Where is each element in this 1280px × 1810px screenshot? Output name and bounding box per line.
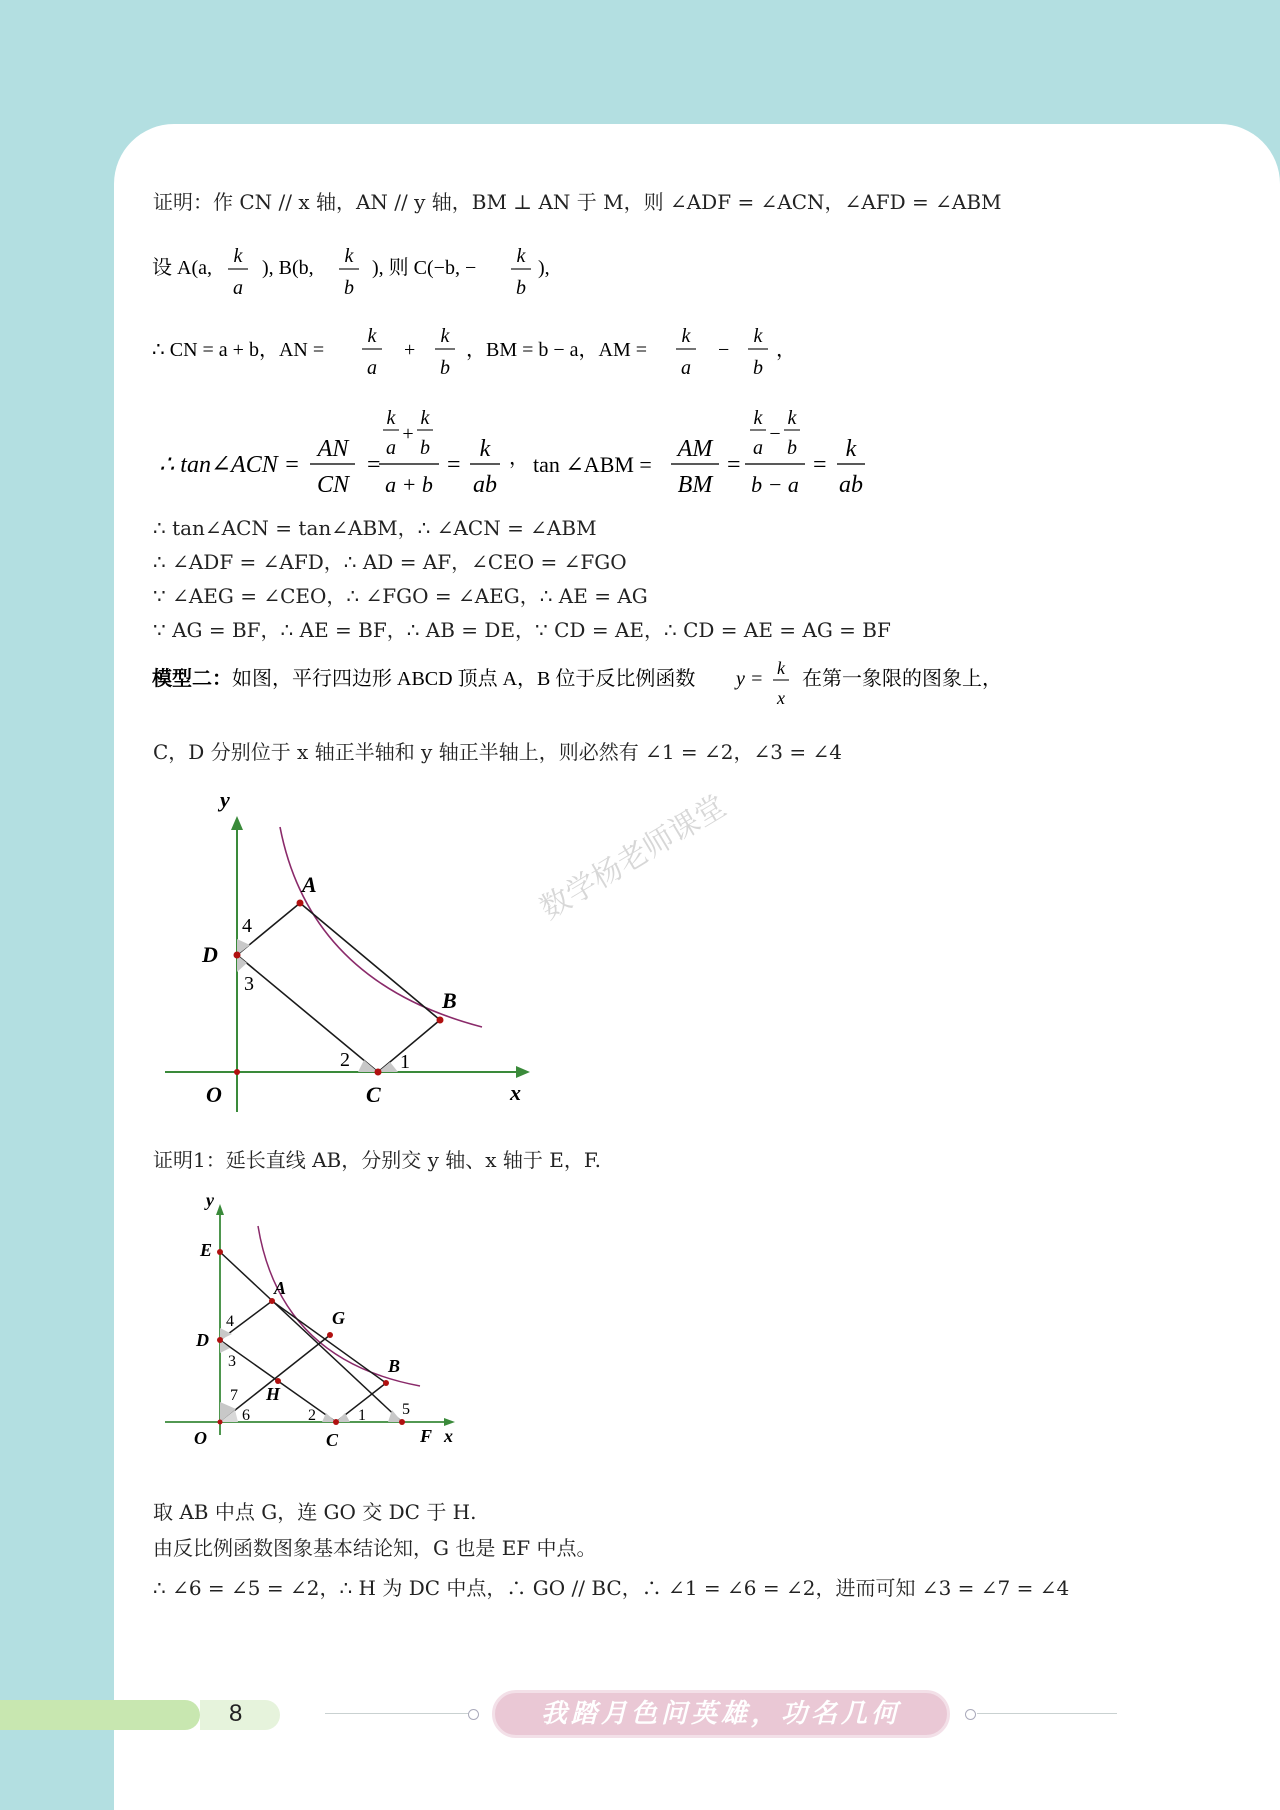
label-1: 1 — [400, 1051, 410, 1073]
label-H: H — [266, 1384, 281, 1404]
plus: + — [402, 423, 414, 445]
proof1-line: 证明1：延长直线 AB，分别交 y 轴、x 轴于 E，F. — [153, 1148, 601, 1172]
footer-dot-left — [468, 1709, 479, 1720]
label-A: A — [274, 1278, 287, 1298]
point-C — [333, 1419, 339, 1425]
equals: = — [447, 452, 461, 478]
y-axis-arrow — [216, 1204, 224, 1215]
point-B — [437, 1017, 444, 1024]
label-2: 2 — [308, 1407, 316, 1424]
label-O: O — [194, 1428, 207, 1448]
label-5: 5 — [402, 1401, 410, 1418]
point-G — [327, 1332, 333, 1338]
minus-sign: − — [718, 339, 730, 361]
label-3: 3 — [228, 1353, 236, 1370]
frac-b: b — [516, 277, 526, 299]
point-C — [375, 1069, 382, 1076]
point-O — [218, 1420, 223, 1425]
proof-line-1: 证明：作 CN // x 轴，AN // y 轴，BM ⊥ AN 于 M，则 ∠ADF = ∠ACN，∠AFD = ∠ABM — [153, 190, 1002, 214]
point-B — [383, 1380, 389, 1386]
comma: ， — [509, 447, 529, 469]
equals: = — [367, 452, 381, 478]
proof-line-13: 由反比例函数图象基本结论知，G 也是 EF 中点。 — [153, 1536, 597, 1560]
point-D — [234, 952, 241, 959]
model-two-label: 模型二： — [152, 668, 232, 690]
page-number: 8 — [229, 1700, 243, 1727]
label-B: B — [442, 988, 457, 1013]
proof-line-6: ∴ ∠ADF = ∠AFD，∴ AD = AF，∠CEO = ∠FGO — [153, 550, 627, 574]
frac-a: a — [386, 437, 396, 459]
label-C: C — [366, 1082, 381, 1107]
point-E — [217, 1249, 223, 1255]
frac-AN: AN — [317, 436, 349, 462]
coord-suffix: ), — [538, 257, 550, 279]
label-4: 4 — [242, 915, 252, 937]
frac-k: k — [681, 325, 691, 347]
label-G: G — [332, 1308, 345, 1328]
tan-abm-label: tan ∠ABM = — [533, 452, 652, 477]
proof-line-10: C，D 分别位于 x 轴正半轴和 y 轴正半轴上，则必然有 ∠1 = ∠2，∠3 = ∠4 — [153, 740, 842, 764]
frac-a: a — [753, 437, 763, 459]
proof-line-7: ∵ ∠AEG = ∠CEO，∴ ∠FGO = ∠AEG，∴ AE = AG — [153, 584, 648, 608]
minus: − — [769, 423, 781, 445]
label-x: x — [444, 1426, 453, 1446]
frac-k: k — [787, 407, 797, 429]
label-O: O — [206, 1082, 222, 1107]
frac-k: k — [479, 436, 491, 462]
frac-b: b — [753, 357, 763, 379]
label-A: A — [302, 872, 317, 897]
frac-a-plus-b: a + b — [385, 472, 433, 497]
label-D: D — [202, 942, 218, 967]
footer-green-bar — [0, 1700, 200, 1730]
label-y: y — [206, 1190, 214, 1210]
frac-a: a — [233, 277, 243, 299]
lengths-end: ， — [776, 339, 796, 361]
coordinates-line — [150, 238, 610, 308]
frac-k: k — [845, 436, 857, 462]
frac-b-minus-a: b − a — [751, 472, 799, 497]
frac-k: k — [420, 407, 430, 429]
point-F — [399, 1419, 405, 1425]
plus-sign: + — [404, 339, 416, 361]
label-4: 4 — [226, 1313, 234, 1330]
y-axis-arrow — [231, 816, 243, 830]
proof-line-14: ∴ ∠6 = ∠5 = ∠2，∴ H 为 DC 中点，∴ GO // BC，∴ ∠1 = ∠6 = ∠2，进而可知 ∠3 = ∠7 = ∠4 — [153, 1576, 1070, 1600]
x-axis-arrow — [444, 1418, 455, 1426]
frac-k: k — [233, 245, 243, 267]
frac-CN: CN — [316, 472, 350, 498]
frac-BM: BM — [677, 472, 713, 498]
frac-k: k — [753, 407, 763, 429]
equals: = — [813, 452, 827, 478]
footer-dot-right — [965, 1709, 976, 1720]
frac-b: b — [344, 277, 354, 299]
frac-k: k — [516, 245, 526, 267]
frac-k: k — [344, 245, 354, 267]
point-A — [269, 1298, 275, 1304]
tan-equation — [155, 400, 875, 504]
frac-k: k — [440, 325, 450, 347]
model-two-text2: 在第一象限的图象上， — [802, 668, 1002, 690]
label-E: E — [200, 1240, 213, 1260]
watermark: 数学杨老师课堂 — [534, 788, 733, 927]
label-7: 7 — [230, 1387, 238, 1404]
parallelogram-ABCD — [220, 1301, 386, 1422]
frac-k: k — [367, 325, 377, 347]
point-D — [217, 1337, 223, 1343]
footer-slogan: 我踏月色问英雄，功名几何 — [492, 1690, 950, 1738]
frac-k: k — [753, 325, 763, 347]
label-D: D — [196, 1330, 209, 1350]
lengths-line — [150, 318, 810, 388]
frac-b: b — [420, 437, 430, 459]
parallelogram-ABCD — [237, 903, 440, 1072]
tan-acn-label: ∴ tan∠ACN = — [159, 452, 300, 478]
frac-b: b — [440, 357, 450, 379]
equals: = — [727, 452, 741, 478]
point-A — [297, 900, 304, 907]
frac-a: a — [367, 357, 377, 379]
label-1: 1 — [358, 1407, 366, 1424]
frac-a: a — [681, 357, 691, 379]
point-O — [234, 1069, 240, 1075]
label-y: y — [220, 787, 230, 812]
label-3: 3 — [244, 973, 254, 995]
lengths-mid: ，BM = b − a，AM = — [466, 339, 648, 361]
coord-mid1: ), B(b, — [262, 257, 314, 279]
model-two-line — [150, 656, 1030, 716]
frac-AM: AM — [677, 436, 713, 462]
label-C: C — [326, 1430, 339, 1450]
label-F: F — [420, 1426, 433, 1446]
coord-mid2: ), 则 C(−b, − — [372, 257, 477, 279]
footer-rule-right — [977, 1713, 1117, 1714]
label-2: 2 — [340, 1049, 350, 1071]
proof-line-12: 取 AB 中点 G，连 GO 交 DC 于 H. — [153, 1500, 477, 1524]
footer-rule-left — [325, 1713, 470, 1714]
func-y: y = — [736, 668, 764, 690]
model-two-text: 如图，平行四边形 ABCD 顶点 A，B 位于反比例函数 — [232, 668, 696, 690]
x-axis-arrow — [516, 1066, 530, 1078]
diagram-parallelogram — [150, 782, 550, 1122]
label-B: B — [388, 1356, 401, 1376]
frac-ab: ab — [473, 472, 497, 498]
frac-k: k — [777, 658, 785, 678]
frac-ab: ab — [839, 472, 863, 498]
proof-line-8: ∵ AG = BF，∴ AE = BF，∴ AB = DE，∵ CD = AE，∴ CD = AE = AG = BF — [153, 618, 891, 642]
line-EF — [220, 1252, 402, 1422]
frac-x: x — [777, 688, 785, 708]
proof-line-5: ∴ tan∠ACN = tan∠ABM，∴ ∠ACN = ∠ABM — [153, 516, 597, 540]
diagram-extended — [150, 1190, 470, 1460]
label-6: 6 — [242, 1407, 250, 1424]
lengths-prefix: ∴ CN = a + b，AN = — [152, 339, 325, 361]
label-x: x — [510, 1080, 521, 1105]
coord-prefix: 设 A(a, — [152, 257, 212, 279]
frac-k: k — [386, 407, 396, 429]
axes — [165, 1204, 455, 1435]
frac-b: b — [787, 437, 797, 459]
